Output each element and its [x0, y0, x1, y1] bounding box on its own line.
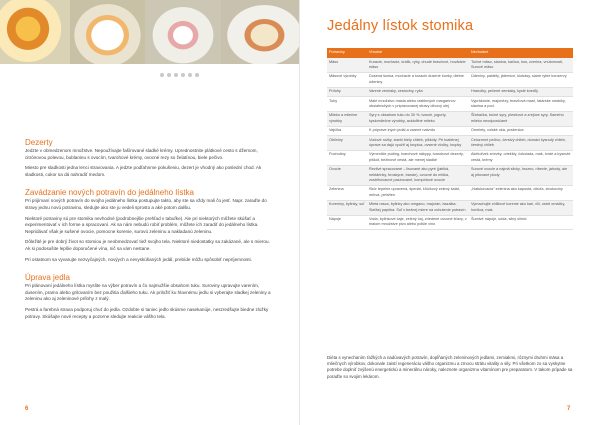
section-heading: Dezerty [25, 138, 53, 147]
recommended-cell: Kuracie, morčacie, králik, ryby, chudé bravčové, hovädzie mäso [367, 58, 469, 72]
paragraph: Niektoré potraviny sú pre stomika nevhodné (podrobnejšie prehľad v tabuľke). Ale pri niektorých môžete skúšať a experimentovať v ich forme a spracovaní. Ak sa nám nebudú robiť problém, môžete ich zaradiť do jedálneho lístka. Nepridávať však je sušené ovocie, pomocne korenie, surovú zeleninu a nakladanú zeleninu. [25, 215, 259, 234]
not-recommended-cell: Akékoľvek zmrzky, orieškly, čokolada, mak, tvrdé a kysnuté cestá, krémy [469, 150, 573, 165]
recommended-cell: Malé množstvo masla alebo rastlinných margarínov obsiahnutých v pripravovanej stravy olivový olej [367, 97, 469, 112]
recommended-cell: Voda, bylinkové čaje, zelený čaj, zriedené ovocné šťavy, v malom množstve pivo alebo polšie víno [367, 215, 469, 230]
food-category-cell: Mäso [327, 58, 367, 72]
food-photo-strip [0, 0, 300, 64]
not-recommended-cell: Údeniny, paštéty, játernice, klobásy, slané rybie konzervy [469, 72, 573, 87]
food-category-cell: Mlieko a mliečne výrobky [327, 111, 367, 126]
table-row [327, 150, 573, 165]
food-photo-fish [145, 0, 221, 64]
page-number-right: 7 [567, 406, 571, 412]
recommended-cell: Syry s obsahom tuku do 30 %, tvaroh, jogurty, kyslomliečne výrobky, acidofilné mlieko [367, 111, 469, 126]
paragraph: Jedzte v obmedzenom množstve. Nepoužívajte fašírované sladké krémy. Uprednostnite plátkové cesto s džemom, citrónovou polevou, bublaninu s ovocím, tvarohové krémy, ovocné rezy so želatínou, biele pečivo. [25, 148, 258, 160]
section-heading: Úprava jedla [25, 273, 70, 283]
recommended-cell: Mletá rasca, bylinky ako oregano, majorán, bazalka. Slaťšej paprika. Soľ v bežnej miere na ochutenie potravín [367, 200, 469, 215]
paragraph: Miesto pre sladkosti jedna lenci stravovania. A jedzte podľahnme pokušeniu, dezert je vhodný ako poslední chod. Ak sladkosti, cukor sa dá nahradiť medom. [25, 165, 262, 177]
paragraph: Pestrá a farebná strava podporuj chuť do jedla. Ozdobte si taniec jedlo skúsme nasekanúje, neszredšujte biedne zložky potravy. Skúšajte nové recepty a pozorne sledujte reakcie vášho tela. [25, 306, 269, 319]
recommended-cell: Vodové rožky, starší biely chlieb, piškóty. Pri toaletnej úprave sa dajú využiť aj krupica, ovsené vločky, krupky [367, 136, 469, 151]
food-category-cell: Zelenina [327, 185, 367, 200]
table-header-row [327, 48, 573, 58]
left-text-body [25, 138, 275, 324]
table-row [327, 58, 573, 72]
paragraph: Dôležité je pre dobrý život so stomiou je neobmedzovať tiež svojho tela. Niektoré niedostatky sa zakázané, ale s mierou. Ak si podosušite lepšie doporučené vína, nič sa vám nestane. [25, 239, 270, 251]
table-row [327, 136, 573, 151]
paragraph: Pri plánovaní jedálneho lístka myslite na výber potravín a čo najmužšie obsahom tuku. Suroviny upravujte varením, dusením, pramo alebo grilovaním bez použitia ďalšieho tuku. Ak priložiť ku hlavnému jedlu si vyberajte sladkej zeleniny a zeleninu ako aj zeleninové prílohy z malý. [25, 283, 271, 302]
not-recommended-cell: Šľahačka, tučné syry, plesňové a zrejúce syry, Sameho mlieko neodporúčané [469, 111, 573, 126]
recommended-cell: K príprave iných jedál a varené natvrdo [367, 126, 469, 135]
not-recommended-cell: Tučné mäso, slanina, kačica, hus, zverina, vnútornosti, Surové mäso [469, 58, 573, 72]
food-category-cell: Vajíčka [327, 126, 367, 135]
not-recommended-cell: Hranolky, pečené zemiaky, kyslé knedľy [469, 87, 573, 96]
table-row [327, 72, 573, 87]
table-row [327, 97, 573, 112]
food-category-cell: Tuky [327, 97, 367, 112]
paragraph: Pri ostatnom sa vyvarujte nezvyčajných, novýych a nevyskúšaných jedál, prebíde môžu spôsobiť nepríjemnosti. [25, 256, 252, 262]
page-title: Jedálny lístok stomika [327, 18, 474, 34]
not-recommended-cell: Celozrnné pečivo, čerstvý chlieb, domáci kysnutý chlieb, čerstvý chlieb [469, 136, 573, 151]
page-number-left: 6 [25, 406, 29, 412]
not-recommended-cell: Vyprážanie, majonézy, bravčová masť, tatárske omáčky, slanina a pod. [469, 97, 573, 112]
not-recommended-cell: Šumivé nápoje, sóda, silný silnici [469, 215, 573, 230]
food-category-cell: Nápoje [327, 215, 367, 230]
food-category-cell: Koreniny, bylinky, soľ [327, 200, 367, 215]
right-page [300, 0, 600, 425]
not-recommended-cell: „Nafukovacia" zelenina ako kapusta, cibuľa, strukoviny [469, 185, 573, 200]
not-recommended-cell: Surové ovocie a najmä slivky, hrozno, ríbezle, jahody, ale aj pitované plody [469, 165, 573, 185]
section-desserts [25, 138, 275, 178]
not-recommended-cell: Vymachujte chilliové korenie ako kari, čili, ostré omáčky, horčica, mak [469, 200, 573, 215]
recommended-cell: Rezlivé spracované – lisované ako pyré (jablká, nektárinky, broskyne, banán), ovocné do miška, zostrihovacné pasírované, kompótové ovocie [367, 165, 469, 185]
recommended-cell: Výmeničie puding, tvarohové nákypy, tvarohové dezerty, piškót, bežinové cestá, ale menej sladké [367, 150, 469, 165]
table-row [327, 165, 573, 185]
food-category-cell: Mäsové výrobky [327, 72, 367, 87]
table-row [327, 200, 573, 215]
section-heading: Zavádzanie nových potravín do jedálneho lístka [25, 188, 194, 198]
table-row [327, 126, 573, 135]
column-header: Vhodné [367, 48, 469, 58]
decorative-dots [160, 64, 202, 72]
column-header: Potraviny [327, 48, 367, 58]
recommended-cell: Varené zemiaky, cestoviny, ryža [367, 87, 469, 96]
not-recommended-cell: Omelety, volské oká, praženica [469, 126, 573, 135]
recommended-cell: Skôr tepelne upravená, špenát, kľúčkový zelený šalát, mrkva, petržlen [367, 185, 469, 200]
column-header: Nevhodné [469, 48, 573, 58]
food-photo-meat [221, 0, 300, 64]
table-row [327, 215, 573, 230]
section-food-preparation [25, 273, 275, 320]
food-photo-salad [70, 0, 145, 64]
food-category-cell: Obilniny [327, 136, 367, 151]
table-row [327, 111, 573, 126]
table-row [327, 185, 573, 200]
section-new-foods [25, 188, 275, 263]
recommended-cell: Dusená šunka, morčacie a kuracie dusené šunky, diétne údeniny [367, 72, 469, 87]
food-category-cell: Ovocie [327, 165, 367, 185]
table-row [327, 87, 573, 96]
food-table [327, 48, 573, 230]
food-category-cell: Prílohy [327, 87, 367, 96]
food-category-cell: Pochutiny [327, 150, 367, 165]
footer-paragraph: Diéta s vynechaním ťažkých a nadúvavých potravín, dopĺňaných zeleninových jedlami, zemiakmi, rôznymi druhmi mäsa a mliečnych výrobkov, dokonale zaistí regeneráciu vášho organizmu a zmocu strátu vitality a sily. Pri všetkom zo sa vyskytne potrebe doplniť zvýšenú energetickú a minerálnu nároky, naleznete organizmu vitamínom pre preparatom. V takom prípade sa poraďte so svojim lekárom. [327, 355, 573, 379]
paragraph: Pri prijímaní nových potravín do svojho jedálneho lístka postupujte takto, aby ste sa vždy mali čo jesť. Napr. zaraďte do stravy jednu novú potravinu, sledujte ako ste ju vedeli sprosto a aké potom dalšiu. [25, 198, 267, 210]
food-photo-dessert [0, 0, 70, 64]
